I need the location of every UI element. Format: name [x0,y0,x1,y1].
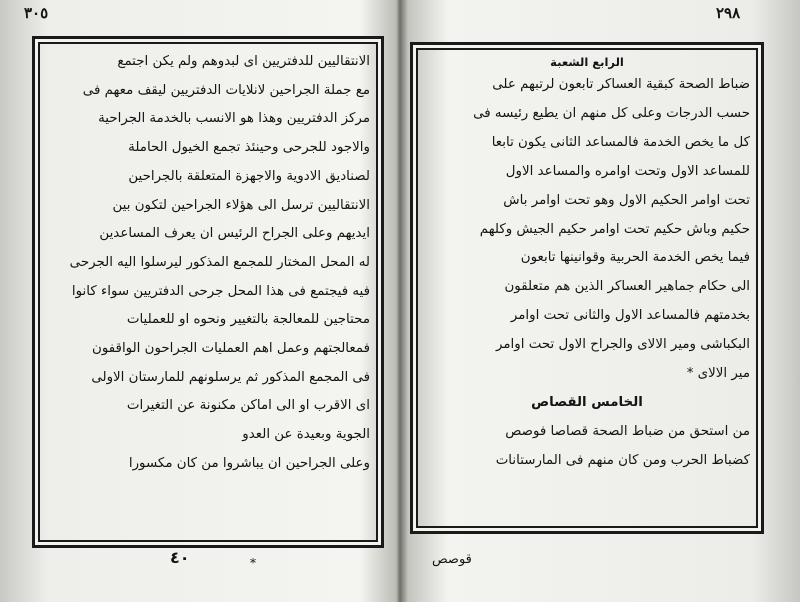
text-line: الجوية وبعيدة عن العدو [242,427,370,443]
left-page-number: ٣٠٥ [24,4,49,22]
left-page-ornament: * [250,556,256,570]
text-line: ضباط الصحة كبقية العساكر تابعون لرتبهم على [492,77,750,92]
right-page-number: ٢٩٨ [716,4,741,22]
text-line: فى المجمع المذكور ثم يرسلونهم للمارستان الاولى [91,369,370,385]
text-line: الى حكام جماهير العساكر الذين هم متعلقون [504,279,750,295]
text-line: مير الالاى * [686,366,750,382]
text-line: الانتقاليين للدفتريين اى لبدوهم ولم يكن اجتمع [117,54,370,69]
right-paragraph-2 [424,418,750,476]
text-line: مركز الدفتريين وهذا هو الانسب بالخدمة الجراحية [98,111,370,127]
left-page-catchword: ٤٠ [170,548,190,567]
text-line: مع جملة الجراحين لانلايات الدفتريين ليقف معهم فى [82,82,370,98]
text-line: له المحل المختار للمجمع المذكور ليرسلوا اليه الجرحى [69,254,370,270]
right-page-catchword: قوصص [432,552,472,567]
text-line: حسب الدرجات وعلى كل منهم ان يطيع رئيسه فى [473,105,750,121]
text-line: للمساعد الاول وتحت اوامره والمساعد الاول [505,163,750,179]
text-line: من استحق من ضباط الصحة قصاصا فوصص [505,423,750,439]
text-line: تحت اوامر الحكيم الاول وهو تحت اوامر باش [503,192,750,208]
text-line: حكيم وباش حكيم تحت اوامر حكيم الجيش وكلهم [479,221,750,237]
text-line: فيما يخص الخدمة الحربية وقوانينها تابعون [520,250,750,266]
text-line: البكباشى ومير الالاى والجراح الاول تحت اوامر [495,337,750,353]
right-page [400,0,800,602]
text-line: لصناديق الادوية والاجهزة المتعلقة بالجراحين [128,168,370,184]
section-heading-2: الخامس القصاص [531,394,643,410]
section-heading: الرابع الشعبة [550,55,624,69]
text-line: وعلى الجراحين ان يباشروا من كان مكسورا [128,455,370,471]
left-page-body [46,48,370,536]
text-line: والاجود للجرحى وحينئذ تجمع الخيول الحاملة [128,140,370,156]
left-page-frame [38,42,378,542]
text-line: فمعالجتهم وعمل اهم العمليات الجراحون الواقفون [92,341,370,357]
text-line: محتاجين للمعالجة بالتغيير ونحوه او للعمليات [126,312,370,328]
text-line: فيه فيجتمع فى هذا المحل جرحى الدفتريين سواء كانوا [71,283,370,299]
text-line: ايديهم وعلى الجراح الرئيس ان يعرف المساعدين [99,226,370,242]
text-line: الانتقاليين ترسل الى هؤلاء الجراحين لتكون بين [112,197,370,213]
text-line: كضباط الحرب ومن كان منهم فى المارستانات [495,452,750,468]
text-line: اى الاقرب او الى اماكن مكنونة عن التغيرات [126,398,370,414]
right-page-frame [416,48,758,528]
right-page-body [424,54,750,522]
text-line: كل ما يخص الخدمة فالمساعد الثانى يكون تابعا [491,134,750,150]
text-line: بخدمتهم فالمساعد الاول والثانى تحت اوامر [510,308,750,324]
right-paragraph-1 [424,71,750,389]
